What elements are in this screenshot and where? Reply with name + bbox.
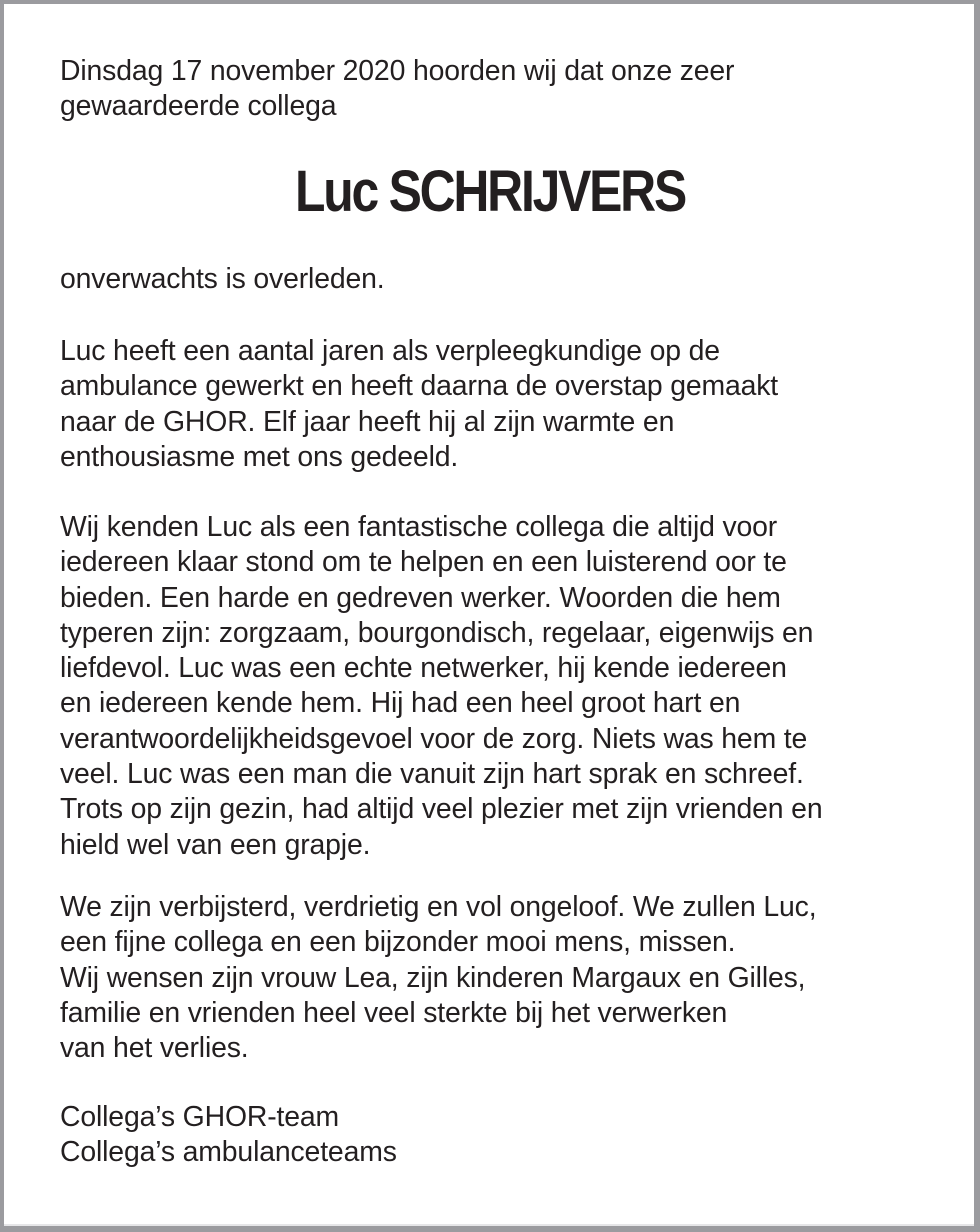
paragraph-line: Wij wensen zijn vrouw Lea, zijn kinderen Margaux en Gilles, — [60, 961, 806, 994]
paragraph-line: liefdevol. Luc was een echte netwerker, hij kende iedereen — [60, 652, 787, 685]
paragraph-line: verantwoordelijkheidsgevoel voor de zorg. Niets was hem te — [60, 722, 808, 755]
paragraph-line: en iedereen kende hem. Hij had een heel groot hart en — [60, 687, 741, 720]
signature-line: Collega’s GHOR-team — [60, 1101, 340, 1133]
paragraph-line: Trots op zijn gezin, had altijd veel plezier met zijn vrienden en — [60, 793, 823, 826]
paragraph-line: naar de GHOR. Elf jaar heeft hij al zijn warmte en — [60, 405, 675, 438]
paragraph-line: ambulance gewerkt en heeft daarna de overstap gemaakt — [60, 370, 779, 403]
paragraph-line: hield wel van een grapje. — [60, 828, 371, 861]
intro-line: Dinsdag 17 november 2020 hoorden wij dat onze zeer — [60, 55, 735, 87]
paragraph-career — [60, 334, 940, 475]
obituary-notice — [4, 4, 974, 1226]
paragraph-line: We zijn verbijsterd, verdrietig en vol ongeloof. We zullen Luc, — [60, 891, 817, 923]
paragraph-line: Luc heeft een aantal jaren als verpleegkundige op de — [60, 335, 720, 367]
paragraph-condolence — [60, 890, 940, 1066]
paragraph-line: typeren zijn: zorgzaam, bourgondisch, regelaar, eigenwijs en — [60, 616, 814, 649]
paragraph-line: veel. Luc was een man die vanuit zijn hart sprak en schreef. — [60, 758, 804, 791]
paragraph-tribute — [60, 510, 940, 863]
paragraph-line: Wij kenden Luc als een fantastische collega die altijd voor — [60, 511, 778, 543]
paragraph-line: enthousiasme met ons gedeeld. — [60, 440, 459, 473]
paragraph-line: bieden. Een harde en gedreven werker. Woorden die hem — [60, 581, 781, 614]
passed-away-text: onverwachts is overleden. — [60, 263, 385, 295]
paragraph-line: van het verlies. — [60, 1032, 249, 1065]
paragraph-line: familie en vrienden heel veel sterkte bij het verwerken — [60, 996, 728, 1029]
paragraph-line: iedereen klaar stond om te helpen en een luisterend oor te — [60, 546, 787, 579]
signature-line: Collega’s ambulanceteams — [60, 1136, 397, 1169]
passed-away-line — [60, 262, 940, 297]
paragraph-line: een fijne collega en een bijzonder mooi mens, missen. — [60, 926, 736, 959]
intro-line: gewaardeerde collega — [60, 90, 337, 123]
intro-text — [60, 54, 940, 125]
signatures — [60, 1100, 940, 1171]
deceased-name: Luc SCHRIJVERS — [294, 159, 685, 224]
